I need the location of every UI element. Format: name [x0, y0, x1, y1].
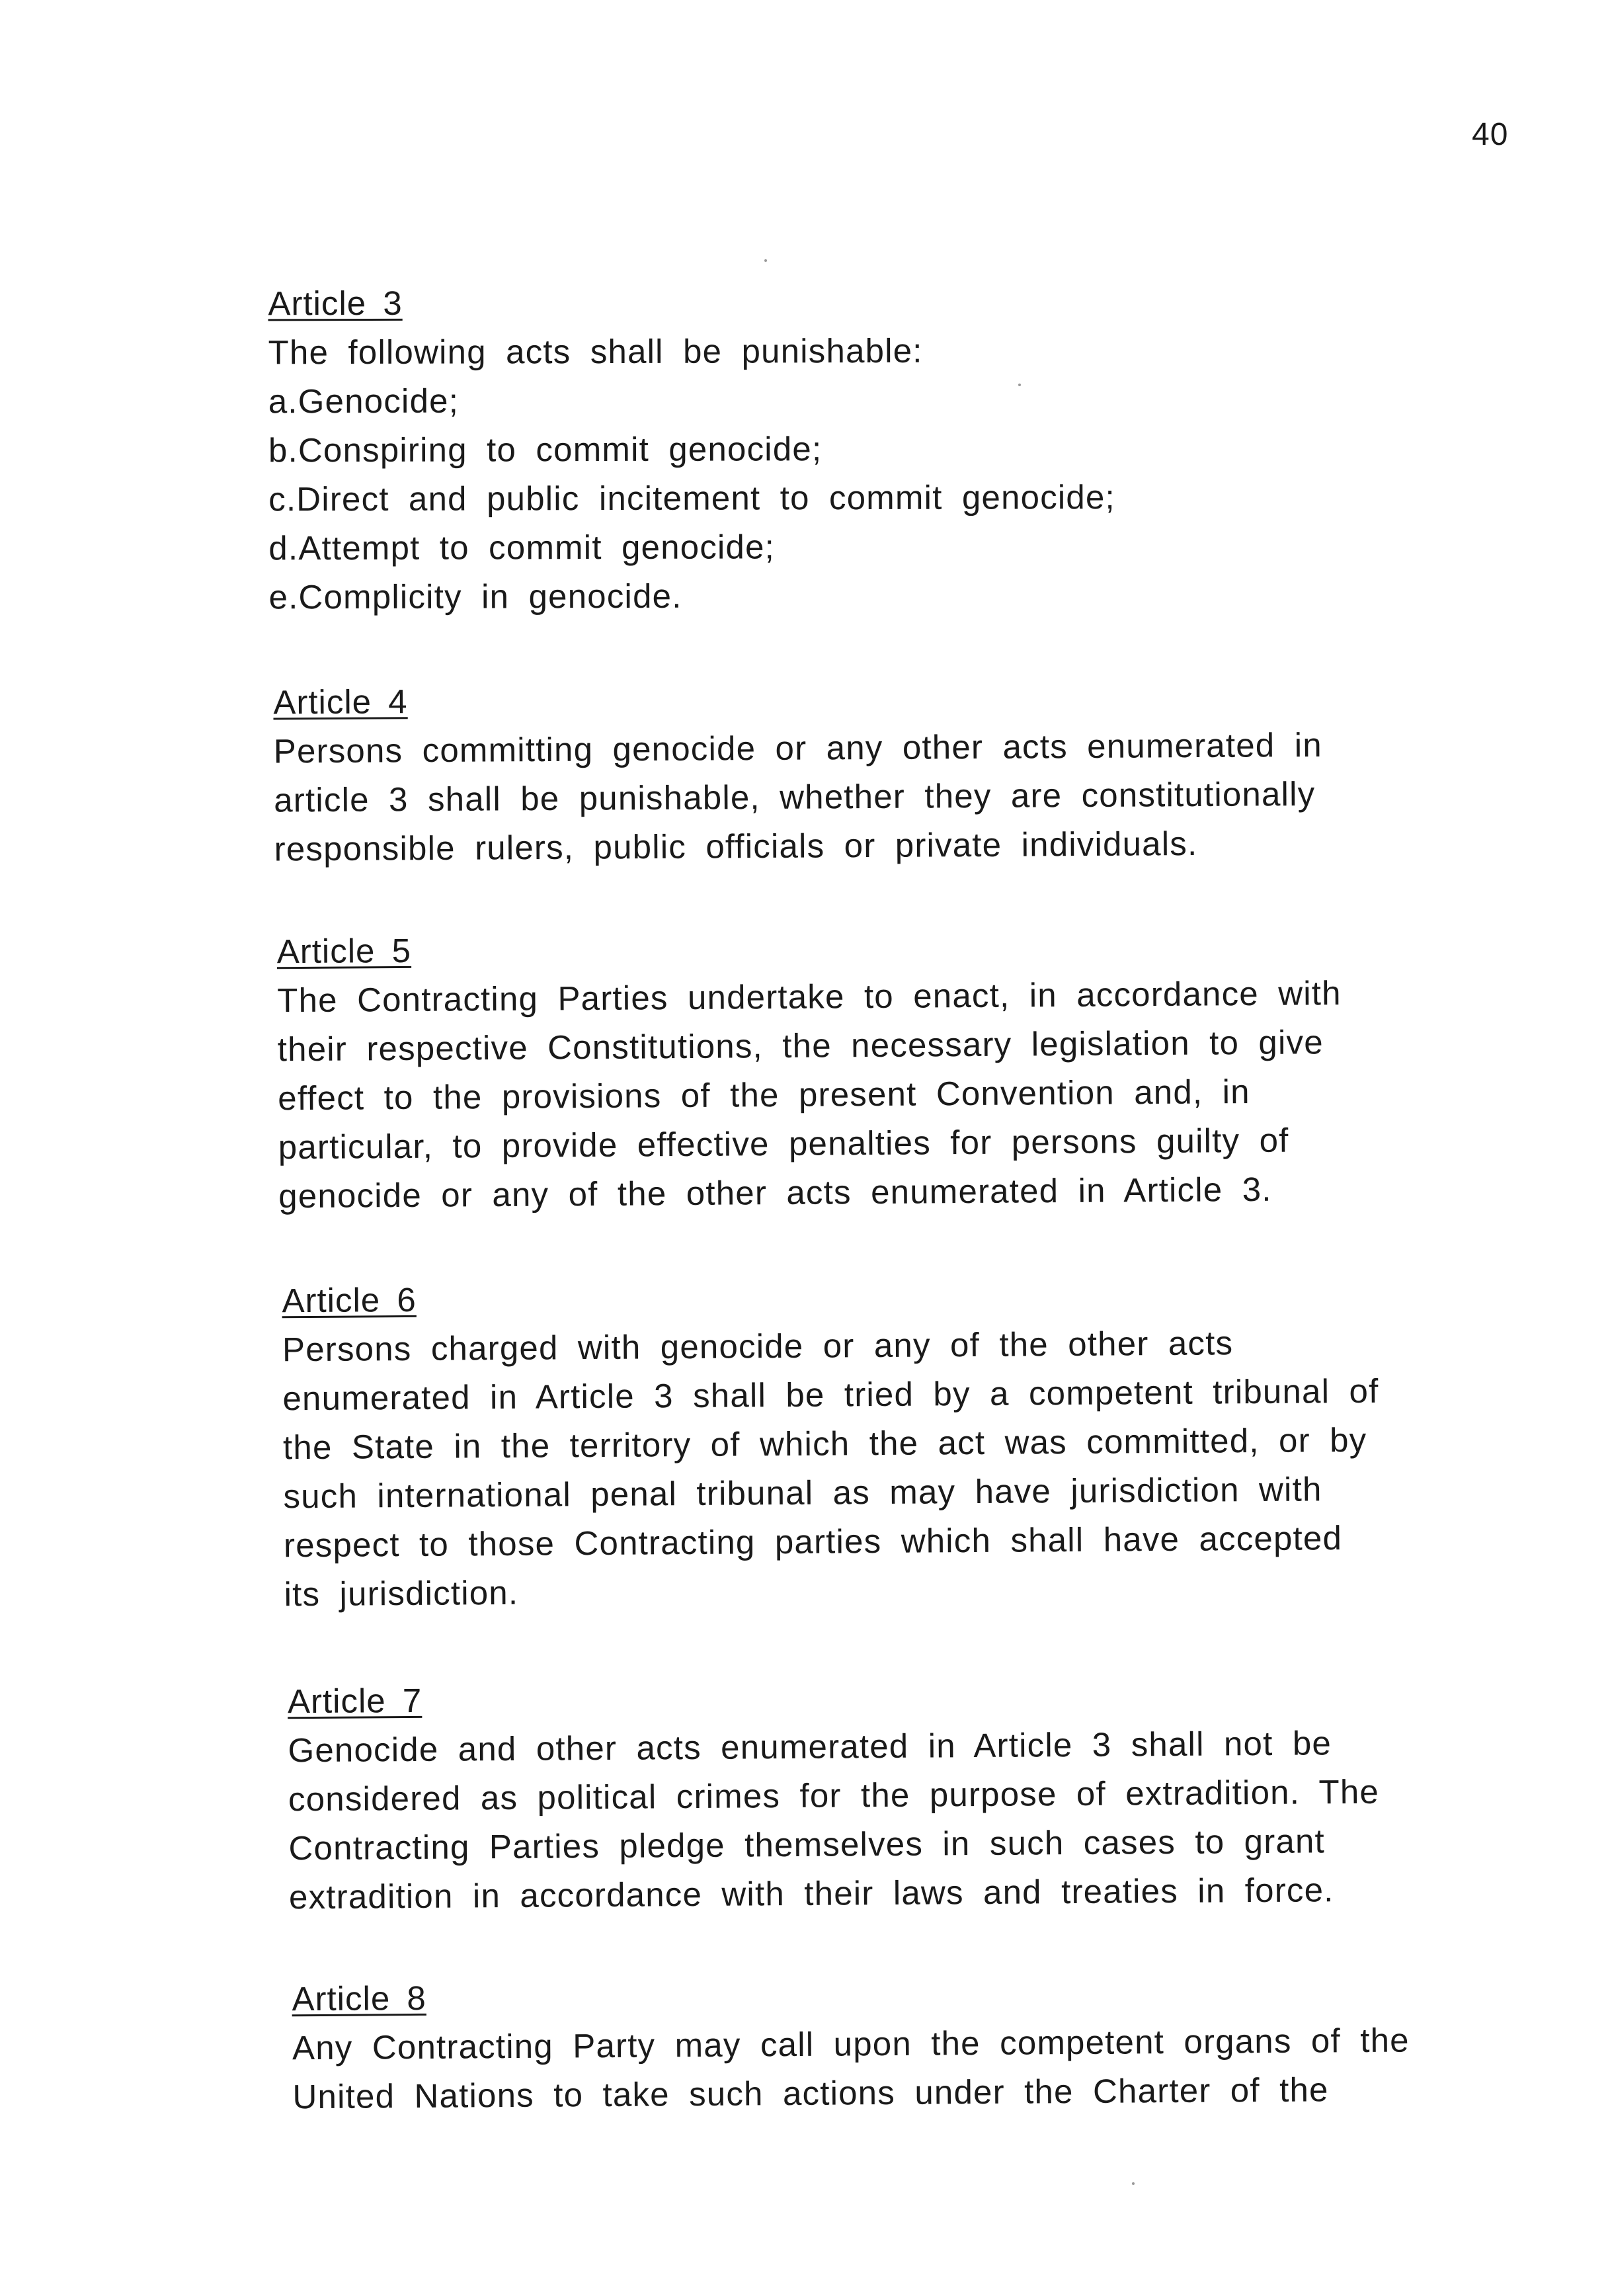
article-6-line: respect to those Contracting parties which shall have accepted: [283, 1519, 1343, 1565]
article-4-line: Persons committing genocide or any other acts enumerated in: [273, 725, 1322, 770]
article-5-line: The Contracting Parties undertake to enact, in accordance with: [277, 974, 1342, 1020]
article-3: [268, 276, 1459, 622]
article-7-line: Contracting Parties pledge themselves in such cases to grant: [288, 1822, 1326, 1867]
article-3-line: d.Attempt to commit genocide;: [268, 528, 776, 567]
scan-speck: [1132, 2182, 1135, 2185]
article-3-line: The following acts shall be punishable:: [268, 331, 923, 372]
article-5-line: their respective Constitutions, the necessary legislation to give: [277, 1023, 1324, 1069]
article-3-line: e.Complicity in genocide.: [268, 577, 682, 616]
article-6-line: its jurisdiction.: [284, 1573, 519, 1614]
article-4-line: article 3 shall be punishable, whether they are constitutionally: [274, 774, 1316, 819]
article-8: [292, 1967, 1483, 2122]
article-6-line: the State in the territory of which the act was committed, or by: [282, 1420, 1367, 1467]
article-5-heading: Article 5: [276, 931, 412, 971]
article-6-heading: Article 6: [282, 1280, 417, 1320]
article-5-line: genocide or any of the other acts enumerated in Article 3.: [278, 1170, 1272, 1215]
article-4-heading: Article 4: [273, 682, 408, 721]
article-6: [282, 1268, 1474, 1620]
article-4-line: responsible rulers, public officials or private individuals.: [274, 824, 1198, 868]
article-5-line: effect to the provisions of the present Convention and, in: [278, 1073, 1250, 1118]
article-8-heading: Article 8: [292, 1979, 426, 2018]
article-3-heading: Article 3: [268, 284, 403, 323]
article-6-line: Persons charged with genocide or any of the other acts: [282, 1324, 1234, 1369]
article-7-line: extradition in accordance with their laws and treaties in force.: [288, 1871, 1334, 1916]
article-6-line: such international penal tribunal as may have jurisdiction with: [283, 1470, 1322, 1516]
article-7-heading: Article 7: [287, 1681, 422, 1721]
article-5: [276, 919, 1468, 1221]
article-3-line: b.Conspiring to commit genocide;: [268, 430, 823, 470]
article-5-line: particular, to provide effective penalties for persons guilty of: [278, 1121, 1289, 1167]
article-8-line: United Nations to take such actions under the Charter of the: [292, 2070, 1329, 2116]
article-3-line: a.Genocide;: [268, 382, 460, 421]
article-3-line: c.Direct and public incitement to commit genocide;: [268, 478, 1115, 518]
article-7-line: considered as political crimes for the purpose of extradition. The: [288, 1772, 1380, 1819]
article-6-line: enumerated in Article 3 shall be tried by a competent tribunal of: [282, 1372, 1379, 1418]
scan-speck: [764, 259, 767, 262]
article-7-line: Genocide and other acts enumerated in Article 3 shall not be: [288, 1724, 1332, 1770]
page-number: 40: [1472, 117, 1509, 152]
article-4: [273, 671, 1465, 874]
article-8-line: Any Contracting Party may call upon the competent organs of the: [292, 2021, 1410, 2067]
article-7: [288, 1669, 1480, 1922]
